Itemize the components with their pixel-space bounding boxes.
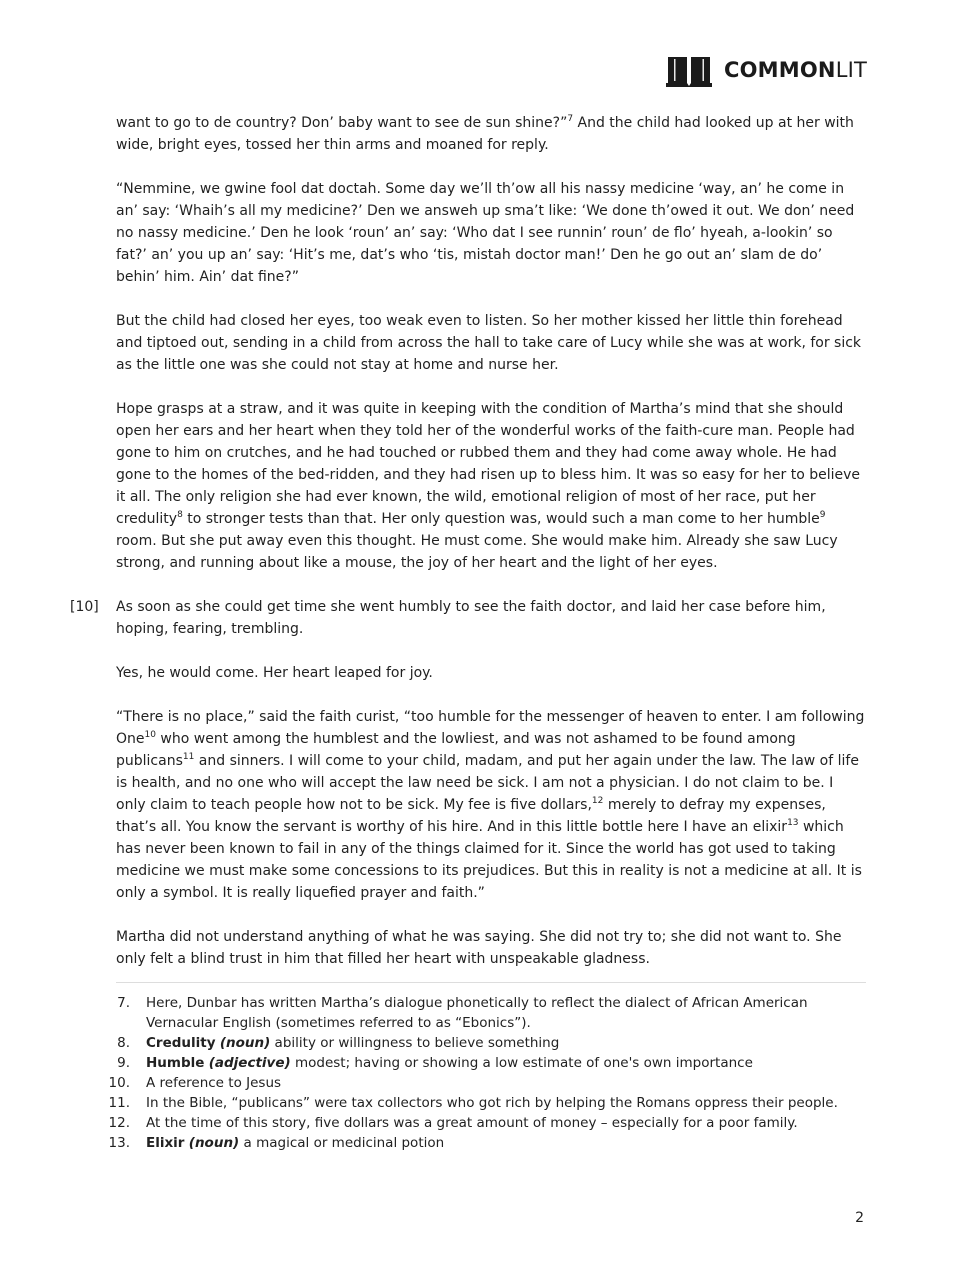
paragraph-number: [10]: [70, 599, 99, 615]
footnote-term: Humble: [146, 1055, 205, 1071]
logo-light-text: LIT: [835, 58, 868, 82]
footnote-divider: [116, 982, 866, 983]
footnote-part-of-speech: (adjective): [208, 1055, 291, 1071]
footnote-part-of-speech: (noun): [188, 1135, 240, 1151]
open-book-icon: [666, 53, 712, 87]
story-body: [70, 112, 866, 1153]
footnote-ref-8[interactable]: 8: [177, 510, 183, 520]
footnote-item: 10. A reference to Jesus: [108, 1075, 282, 1091]
footnote-item: 9. Humble (adjective) modest; having or showing a low estimate of one's own importance: [117, 1055, 753, 1071]
page-number: 2: [855, 1210, 864, 1226]
footnote-term: Elixir: [146, 1135, 185, 1151]
footnote-item: 13. Elixir (noun) a magical or medicinal potion: [108, 1135, 445, 1151]
footnote-item: 8. Credulity (noun) ability or willingness to believe something: [117, 1035, 560, 1051]
footnote-item: 11. In the Bible, “publicans” were tax collectors who got rich by helping the Romans oppress their people.: [108, 1095, 838, 1111]
footnote-term: Credulity: [146, 1035, 216, 1051]
logo-wordmark: [724, 58, 867, 82]
footnote-list: [108, 993, 866, 1153]
paragraph-10: [10] As soon as she could get time she went humbly to see the faith doctor, and laid her case before him, hoping, fearing, trembling.: [116, 596, 866, 640]
paragraph-3: But the child had closed her eyes, too weak even to listen. So her mother kissed her little thin forehead and tiptoed out, sending in a child from across the hall to take care of Lucy while she was at work, for sick as the little one was she could not stay at home and nurse her.: [116, 313, 862, 373]
paragraph-4: Hope grasps at a straw, and it was quite in keeping with the condition of Martha’s mind that she should open her ears and her heart when they told her of the wonderful works of the faith-cure man. People had gone to him on crutches, and he had touched or rubbed them and they had come away whole. He had gone to the homes of the bed-ridden, and they had risen up to bless him. It was so easy for her to believe it all. The only religion she had ever known, the wild, emotional religion of most of her race, put her credulity$^8$ to stronger tests than that. Her only question was, would such a man come to her humble$^9$ room. But she put away even this thought. He must come. She would make him. Already she saw Lucy strong, and running about like a mouse, the joy of her heart and the light of her eyes.: [116, 401, 861, 571]
commonlit-logo: [666, 52, 867, 88]
logo-bold-text: COMMON: [724, 58, 836, 82]
footnote-ref-7[interactable]: 7: [567, 114, 574, 124]
footnote-ref-13[interactable]: 13: [787, 818, 799, 828]
footnote-ref-12[interactable]: 12: [591, 796, 604, 806]
footnote-ref-10[interactable]: 10: [144, 730, 156, 740]
paragraph-8: Martha did not understand anything of what he was saying. She did not try to; she did not want to. She only felt a blind trust in him that filled her heart with unspeakable gladness.: [116, 929, 842, 967]
paragraph-1: want to go to de country? Don’ baby want to see de sun shine?”$^7$ And the child had looked up at her with wide, bright eyes, tossed her thin arms and moaned for reply.: [116, 114, 854, 153]
paragraph-6: Yes, he would come. Her heart leaped for joy.: [116, 665, 433, 681]
footnote-ref-9[interactable]: 9: [819, 510, 826, 520]
footnote-ref-11[interactable]: 11: [182, 752, 195, 762]
footnote-item: 12. At the time of this story, five dollars was a great amount of money – especially for a poor family.: [108, 1115, 798, 1131]
paragraph-2: “Nemmine, we gwine fool dat doctah. Some day we’ll th’ow all his nassy medicine ‘way, an’ he come in an’ say: ‘Whaih’s all my medicine?’ Den we answeh up sma’t like: ‘We done th’owed it out. We don’ need no nassy medicine.’ Den he look ‘roun’ an’ say: ‘Who dat I see runnin’ roun’ de flo’ hyeah, a-lookin’ so fat?’ an’ you up an’ say: ‘Hit’s me, dat’s who ‘tis, mistah doctor man!’ Den he go out an’ slam de do’ behin’ him. Ain’ dat fine?”: [116, 181, 855, 285]
footnote-item: 7. Here, Dunbar has written Martha’s dialogue phonetically to reflect the dialect of African American Vernacular English (sometimes referred to as “Ebonics”).: [117, 995, 808, 1031]
footnote-part-of-speech: (noun): [219, 1035, 271, 1051]
paragraph-7: “There is no place,” said the faith curist, “too humble for the messenger of heaven to enter. I am following One$^{10}$ who went among the humblest and the lowliest, and was not ashamed to be found among publicans$^{11}$ and sinners. I will come to your child, madam, and put her again under the law. The law of life is health, and no one who will accept the law need be sick. I am not a physician. I do not claim to be. I only claim to teach people how not to be sick. My fee is five dollars,$^{12}$ merely to defray my expenses, that’s all. You know the servant is worthy of his hire. And in this little bottle here I have an elixir$^{13}$ which has never been known to fail in any of the things claimed for it. Since the world has got used to taking medicine we must make some concessions to its prejudices. But this in reality is not a medicine at all. It is only a symbol. It is really liquefied prayer and faith.”: [116, 709, 865, 901]
